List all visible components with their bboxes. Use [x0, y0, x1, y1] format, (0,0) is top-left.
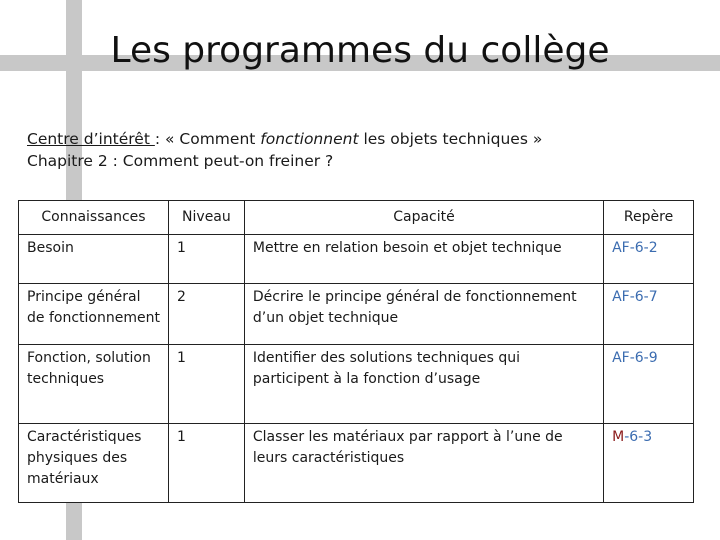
- chapitre-line: Chapitre 2 : Comment peut-on freiner ?: [27, 152, 334, 170]
- cell-niveau: 2: [168, 284, 244, 345]
- repere-code: -6-3: [624, 429, 653, 446]
- cell-capacite: Identifier des solutions techniques qui participent à la fonction d’usage: [244, 345, 603, 424]
- cell-niveau: 1: [168, 235, 244, 284]
- centre-interet-emphasis: fonctionnent: [260, 130, 359, 148]
- repere-code: AF-6-2: [612, 240, 658, 256]
- repere-code: AF-6-9: [612, 350, 658, 367]
- cell-repere: [604, 235, 694, 284]
- cell-repere: [604, 284, 694, 345]
- cell-connaissance: Besoin: [19, 235, 169, 284]
- table-row: [19, 284, 694, 345]
- cell-repere: [604, 424, 694, 503]
- table-row: [19, 424, 694, 503]
- cell-capacite: Mettre en relation besoin et objet technique: [244, 235, 603, 284]
- header-niveau: Niveau: [168, 201, 244, 235]
- header-capacite: Capacité: [244, 201, 603, 235]
- slide-subtitle: [27, 128, 542, 172]
- cell-niveau: 1: [168, 424, 244, 503]
- centre-interet-rest: les objets techniques »: [358, 130, 543, 148]
- cell-connaissance: Principe général de fonctionnement: [19, 284, 169, 345]
- cell-connaissance: Caractéristiques physiques des matériaux: [19, 424, 169, 503]
- table-row: [19, 345, 694, 424]
- cell-connaissance: Fonction, solution techniques: [19, 345, 169, 424]
- cell-repere: [604, 345, 694, 424]
- centre-interet-sep: : « Comment: [154, 130, 261, 148]
- cell-capacite: Classer les matériaux par rapport à l’une de leurs caractéristiques: [244, 424, 603, 503]
- programme-table: [18, 200, 694, 503]
- slide-title: Les programmes du collège: [110, 30, 610, 71]
- centre-interet-label: Centre d’intérêt: [27, 130, 155, 148]
- header-repere: Repère: [604, 201, 694, 235]
- table-row: [19, 235, 694, 284]
- repere-prefix: M: [612, 429, 625, 446]
- cell-niveau: 1: [168, 345, 244, 424]
- cell-capacite: Décrire le principe général de fonctionnement d’un objet technique: [244, 284, 603, 345]
- table-header-row: [19, 201, 694, 235]
- header-connaissances: Connaissances: [19, 201, 169, 235]
- repere-code: AF-6-7: [612, 289, 658, 306]
- centre-interet-line: [27, 128, 542, 150]
